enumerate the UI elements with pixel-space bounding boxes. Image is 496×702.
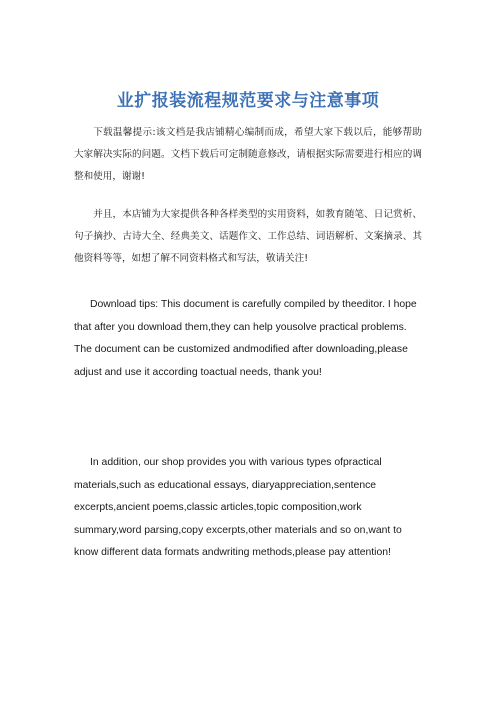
document-title: 业扩报装流程规范要求与注意事项 <box>116 91 380 111</box>
shop-intro-paragraph-en: In addition, our shop provides you with various types ofpractical materials,such as educational essays, diaryappreciation,sentence excerpts,ancient poems,classic articles,topic composition,work summary,word parsing,copy excerpts,other materials and so on,want to know different data formats andwriting methods,please pay attention! <box>74 457 402 559</box>
download-tip-paragraph-en: Download tips: This document is carefully compiled by theeditor. I hope that after you download them,they can help yousolve practical problems. The document can be customized andmodified after downloading,please adjust and use it according toactual needs, thank you! <box>74 299 417 378</box>
shop-intro-paragraph-zh: 并且，本店铺为大家提供各种各样类型的实用资料，如教育随笔、日记赏析、句子摘抄、古诗大全、经典美文、话题作文、工作总结、词语解析、文案摘录、其他资料等等，如想了解不同资料格式和写法，敬请关注! <box>74 209 422 265</box>
download-tip-paragraph-zh: 下载温馨提示:该文档是我店铺精心编制而成，希望大家下载以后，能够帮助大家解决实际的问题。文档下载后可定制随意修改，请根据实际需要进行相应的调整和使用，谢谢! <box>74 127 422 183</box>
